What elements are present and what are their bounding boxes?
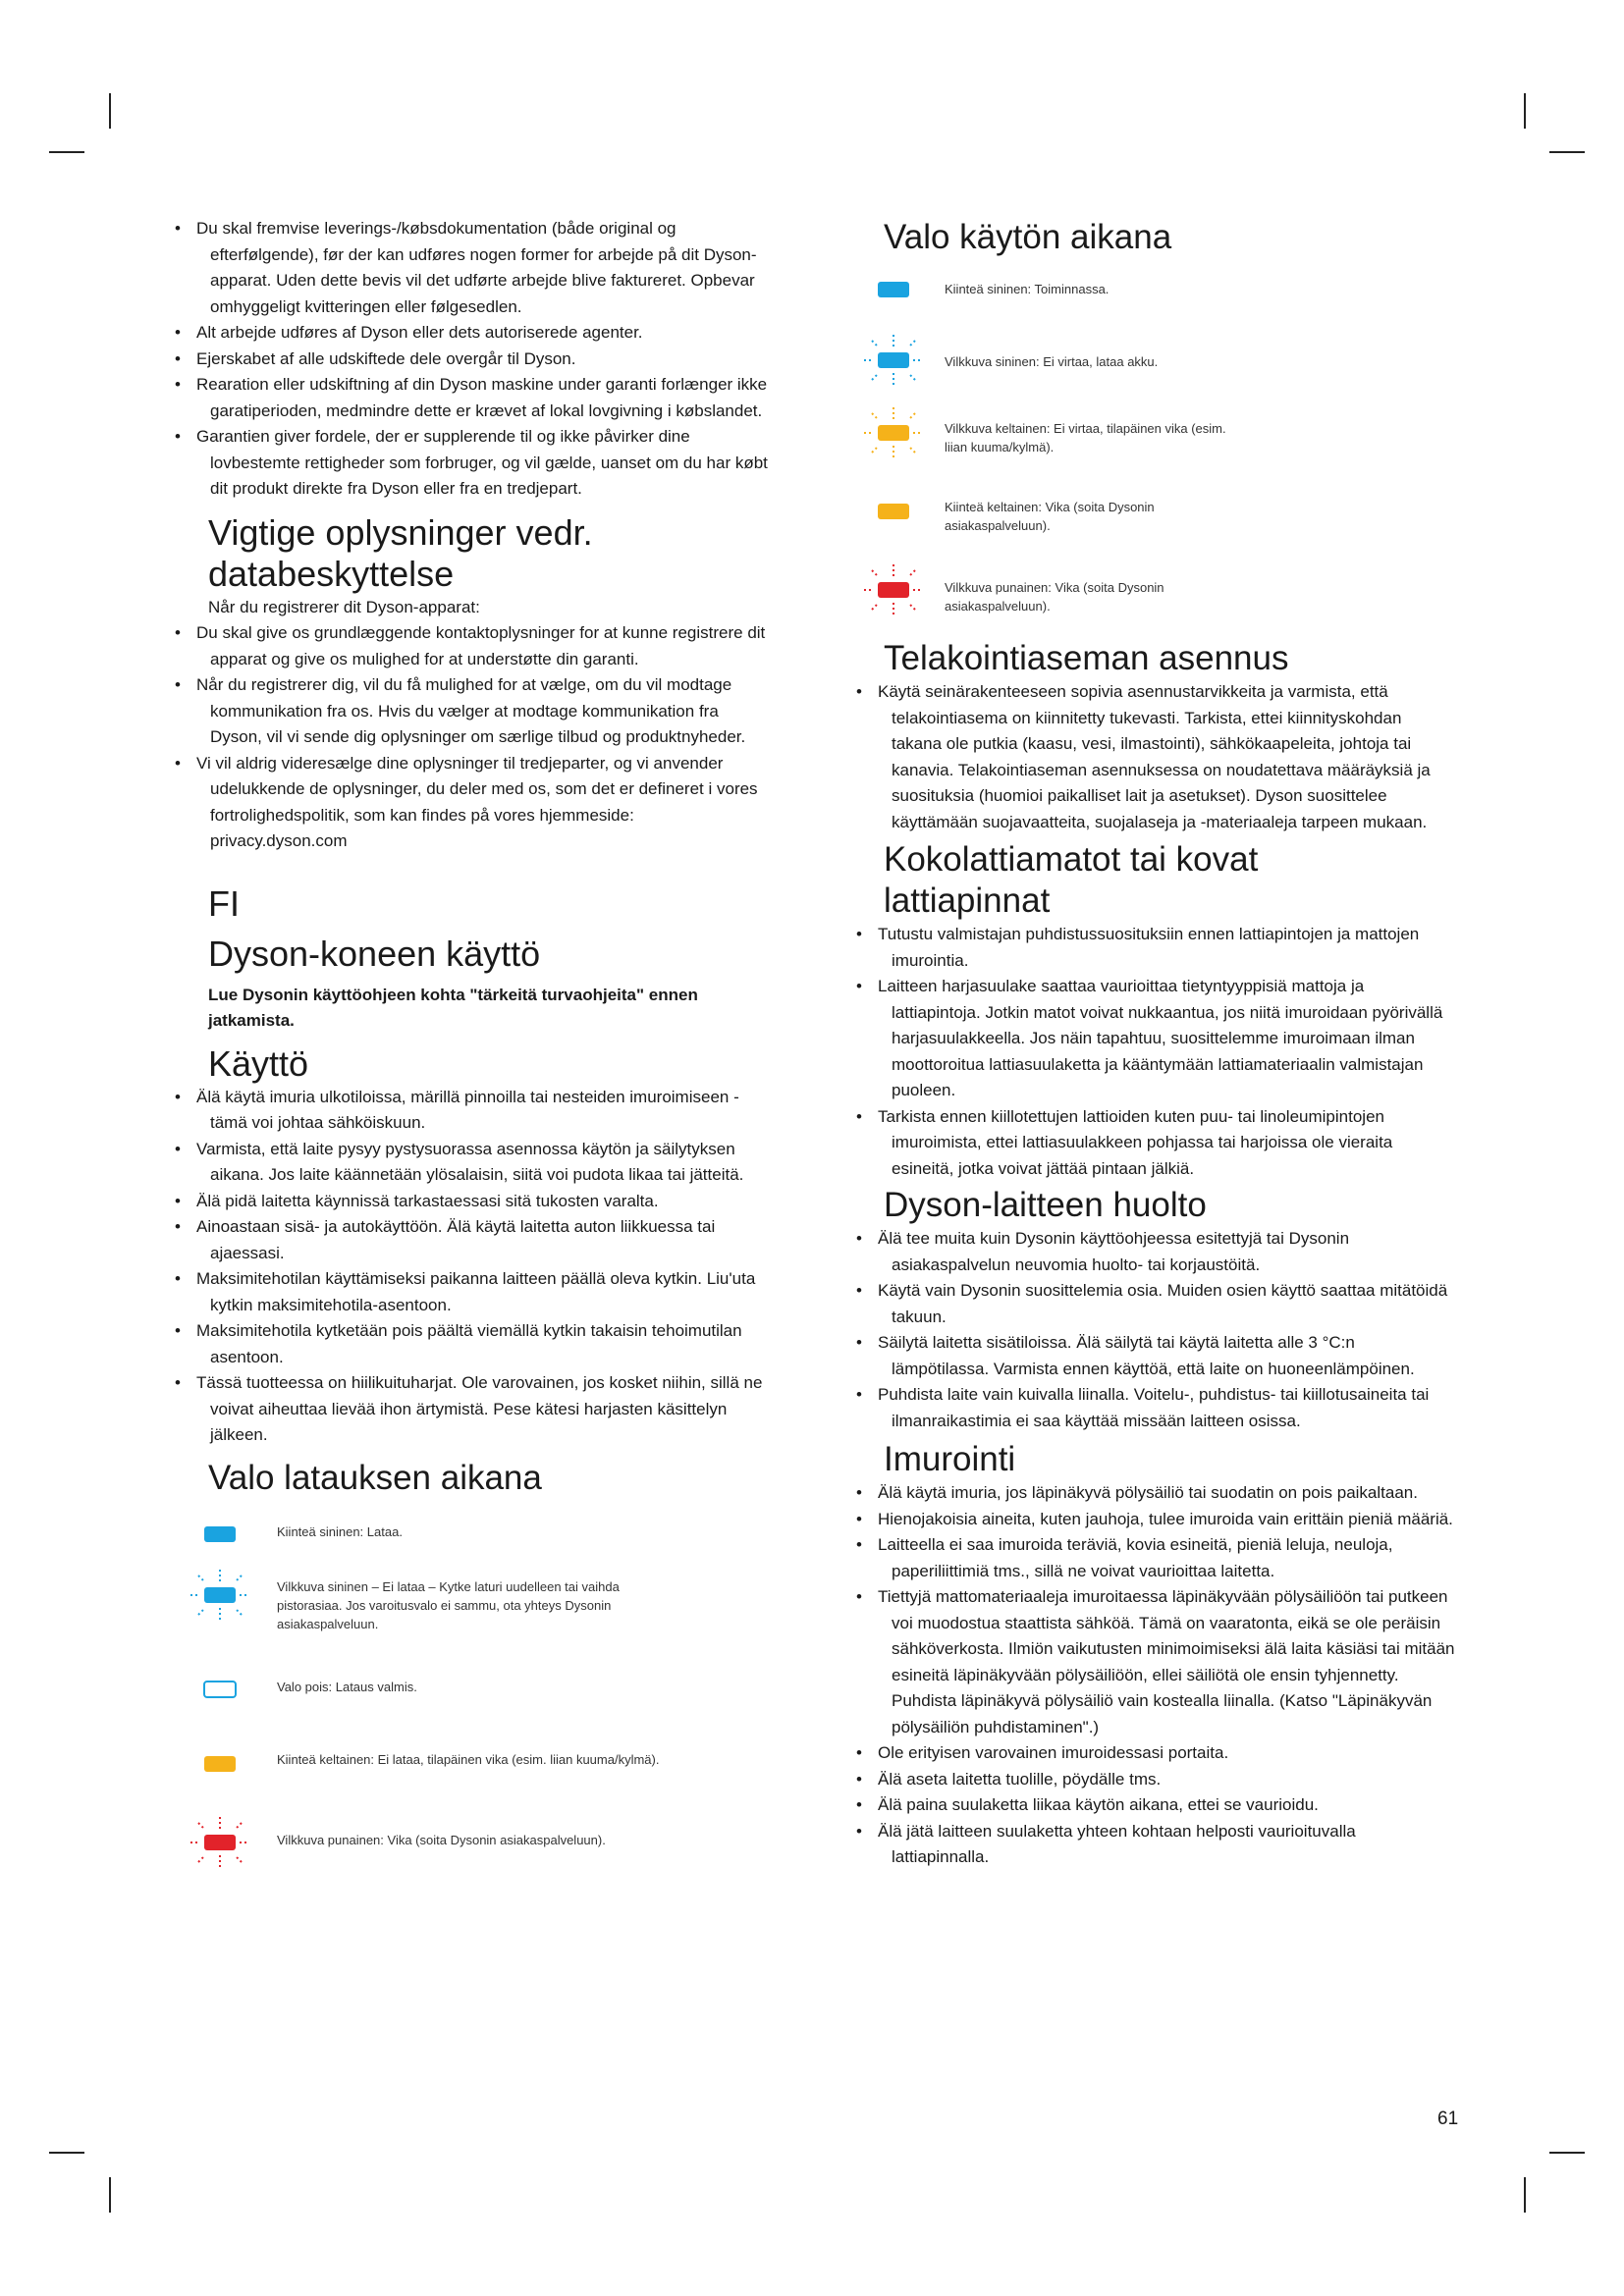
flashing-yellow-light-icon bbox=[862, 405, 925, 460]
solid-yellow-light-icon bbox=[189, 1736, 251, 1791]
light-label: Kiinteä sininen: Toiminnassa. bbox=[945, 282, 1110, 296]
list-item: • Älä tee muita kuin Dysonin käyttöohjeessa esitettyjä tai Dysonin asiakaspalvelun neuvomia huolto- tai korjaustöitä. bbox=[850, 1226, 1455, 1278]
list-item: • Laitteella ei saa imuroida teräviä, kovia esineitä, pieniä leluja, neuloja, paperiliittimiä tms., sillä ne voivat vaurioittaa laitetta. bbox=[850, 1532, 1455, 1584]
vacuuming-list bbox=[850, 1480, 1455, 1871]
list-item: • Laitteen harjasuulake saattaa vaurioittaa tietyntyyppisiä mattoja ja lattiapintoja. Jotkin matot voivat nukkaantua, jos niitä imuroidaan pyörivällä harjasuulakkeella. Jos näin tapahtuu, suosittelemme imuroimaan ilman moottoroitua lattiasuulaketta ja kääntymään lattiamateriaalin valmistajan puoleen. bbox=[850, 974, 1455, 1104]
dock-heading: Telakointiaseman asennus bbox=[884, 639, 1289, 677]
list-item: • Älä aseta laitetta tuolille, pöydälle tms. bbox=[850, 1767, 1455, 1793]
list-item: • Garantien giver fordele, der er supplerende til og ikke påvirker dine lovbestemte rettigheder som forbruger, og vil gælde, uanset om du har købt dit produkt direkte fra Dyson eller fra en tredjepart. bbox=[169, 424, 770, 503]
charging-lights-list bbox=[169, 1509, 770, 1894]
list-item: • Älä paina suulaketta liikaa käytön aikana, ettei se vaurioidu. bbox=[850, 1792, 1455, 1819]
light-label: Vilkkuva sininen – Ei lataa – Kytke laturi uudelleen tai vaihda pistorasiaa. Jos varoitusvalo ei sammu, ota yhteys Dysonin asiakaspalveluun. bbox=[277, 1578, 620, 1631]
usage-heading: Dyson-koneen käyttö bbox=[208, 933, 541, 974]
light-label: Valo pois: Lataus valmis. bbox=[277, 1679, 417, 1694]
care-heading: Dyson-laitteen huolto bbox=[884, 1186, 1207, 1224]
care-list bbox=[850, 1226, 1455, 1434]
left-column bbox=[169, 216, 770, 1894]
list-item: • Tässä tuotteessa on hiilikuituharjat. Ole varovainen, jos kosket niihin, sillä ne voivat aiheuttaa lievää ihon ärtymistä. Pese kätesi harjasten käsittelyn jälkeen. bbox=[169, 1370, 770, 1449]
carpet-heading: Kokolattiamatot tai kovat lattiapinnat bbox=[884, 840, 1259, 920]
solid-blue-light-icon bbox=[189, 1509, 251, 1564]
use-light-heading: Valo käytön aikana bbox=[884, 218, 1172, 256]
list-item: • Maksimitehotila kytketään pois päältä viemällä kytkin takaisin tehoimutilan asentoon. bbox=[169, 1318, 770, 1370]
crop-mark bbox=[1524, 2177, 1526, 2213]
language-code: FI bbox=[208, 882, 240, 924]
charging-light-heading: Valo latauksen aikana bbox=[208, 1458, 542, 1497]
solid-blue-light-icon bbox=[862, 268, 925, 323]
flashing-red-light-icon bbox=[189, 1815, 251, 1870]
list-item: • Puhdista laite vain kuivalla liinalla. Voitelu-, puhdistus- tai kiillotusaineita tai ilmanraikastimia ei saa käyttää missään laitteen osissa. bbox=[850, 1382, 1455, 1434]
light-label: Kiinteä sininen: Lataa. bbox=[277, 1523, 403, 1539]
light-row bbox=[169, 1736, 770, 1815]
light-row bbox=[850, 484, 1455, 562]
warranty-list bbox=[169, 216, 770, 503]
crop-mark bbox=[1549, 2152, 1585, 2154]
light-row bbox=[850, 562, 1455, 635]
list-item: • Käytä vain Dysonin suosittelemia osia. Muiden osien käyttö saattaa mitätöidä takuun. bbox=[850, 1278, 1455, 1330]
list-item: • Du skal give os grundlæggende kontaktoplysninger for at kunne registrere dit apparat og give os mulighed for at understøtte din garanti. bbox=[169, 620, 770, 672]
light-row bbox=[169, 1662, 770, 1736]
light-row bbox=[850, 268, 1455, 333]
light-row bbox=[169, 1509, 770, 1568]
crop-mark bbox=[49, 151, 84, 153]
use-lights-list bbox=[850, 268, 1455, 635]
light-label: Vilkkuva punainen: Vika (soita Dysonin asiakaspalveluun). bbox=[945, 580, 1164, 614]
list-item: • Alt arbejde udføres af Dyson eller dets autoriserede agenter. bbox=[169, 320, 770, 347]
light-off-icon bbox=[189, 1662, 251, 1717]
list-item: • Älä käytä imuria, jos läpinäkyvä pölysäiliö tai suodatin on pois paikaltaan. bbox=[850, 1480, 1455, 1507]
list-item: • Älä käytä imuria ulkotiloissa, märillä pinnoilla tai nesteiden imuroimiseen - tämä voi johtaa sähköiskuun. bbox=[169, 1085, 770, 1137]
data-protection-list bbox=[169, 620, 770, 855]
flashing-blue-light-icon bbox=[862, 333, 925, 388]
list-item: • Käytä seinärakenteeseen sopivia asennustarvikkeita ja varmista, että telakointiasema on kiinnitetty tukevasti. Tarkista, ettei kiinnityskohdan takana ole putkia (kaasu, vesi, ilmastointi), sähkökaapeleita, johtoja tai kanavia. Telakointiaseman asennuksessa on noudatettava määräyksiä ja suosituksia (huomioi paikalliset lait ja asetukset). Dyson suosittelee käyttämään suojavaatteita, suojalaseja ja -materiaaleja tarpeen mukaan. bbox=[850, 679, 1455, 835]
light-row bbox=[169, 1568, 770, 1662]
flashing-red-light-icon bbox=[862, 562, 925, 617]
data-protection-heading: Vigtige oplysninger vedr. databeskyttelse bbox=[208, 511, 593, 594]
right-column bbox=[850, 216, 1455, 1871]
list-item: • Älä jätä laitteen suulaketta yhteen kohtaan helposti vaurioituvalla lattiapinnalla. bbox=[850, 1819, 1455, 1871]
light-label: Kiinteä keltainen: Ei lataa, tilapäinen vika (esim. liian kuuma/kylmä). bbox=[277, 1751, 660, 1767]
flashing-blue-light-icon bbox=[189, 1568, 251, 1623]
crop-mark bbox=[1549, 151, 1585, 153]
list-item: • Vi vil aldrig videresælge dine oplysninger til tredjeparter, og vi anvender udelukkende de oplysninger, du deler med os, som det er defineret i vores fortrolighedspolitik, som kan findes på vores hjemmeside: privacy.dyson.com bbox=[169, 751, 770, 855]
solid-yellow-light-icon bbox=[862, 484, 925, 539]
list-item: • Tarkista ennen kiillotettujen lattioiden kuten puu- tai linoleumipintojen imuroimista, ettei lattiasuulakkeen pohjassa tai harjoissa ole vieraita esineitä, jotka voivat jättää pintaan jälkiä. bbox=[850, 1104, 1455, 1183]
data-protection-intro: Når du registrerer dit Dyson-apparat: bbox=[208, 597, 480, 616]
page-number: 61 bbox=[1437, 2109, 1459, 2129]
dock-list bbox=[850, 679, 1455, 835]
light-label: Vilkkuva sininen: Ei virtaa, lataa akku. bbox=[945, 354, 1159, 369]
kaytto-list bbox=[169, 1085, 770, 1449]
crop-mark bbox=[109, 2177, 111, 2213]
light-row bbox=[850, 405, 1455, 484]
light-label: Vilkkuva keltainen: Ei virtaa, tilapäinen vika (esim. liian kuuma/kylmä). bbox=[945, 421, 1226, 454]
list-item: • Tiettyjä mattomateriaaleja imuroitaessa läpinäkyvään pölysäiliöön tai putkeen voi muodostua staattista sähköä. Tämä on vaaratonta, eikä se ole peräisin sähköverkosta. Ilmiön vaikutusten minimoimiseksi älä laita käsiäsi tai mitään esineitä läpinäkyvään pölysäiliöön, ellei säiliötä ole ensin tyhjennetty. Puhdista läpinäkyvä pölysäiliö vain kostealla liinalla. (Katso "Läpinäkyvän pölysäiliön puhdistaminen".) bbox=[850, 1584, 1455, 1740]
light-row bbox=[850, 333, 1455, 405]
list-item: • Hienojakoisia aineita, kuten jauhoja, tulee imuroida vain erittäin pieniä määriä. bbox=[850, 1507, 1455, 1533]
list-item: • Rearation eller udskiftning af din Dyson maskine under garanti forlænger ikke garatiperioden, medmindre dette er krævet af lokal lovgivning i købslandet. bbox=[169, 372, 770, 424]
carpet-list bbox=[850, 922, 1455, 1182]
list-item: • Ainoastaan sisä- ja autokäyttöön. Älä käytä laitetta auton liikkuessa tai ajaessasi. bbox=[169, 1214, 770, 1266]
list-item: • Når du registrerer dig, vil du få mulighed for at vælge, om du vil modtage kommunikation fra os. Hvis du vælger at modtage kommunikation fra Dyson, vil vi sende dig oplysninger om særlige tilbud og produktnyheder. bbox=[169, 672, 770, 751]
list-item: • Tutustu valmistajan puhdistussuosituksiin ennen lattiapintojen ja mattojen imurointia. bbox=[850, 922, 1455, 974]
list-item: • Ejerskabet af alle udskiftede dele overgår til Dyson. bbox=[169, 347, 770, 373]
list-item: • Maksimitehotilan käyttämiseksi paikanna laitteen päällä oleva kytkin. Liu'uta kytkin maksimitehotila-asentoon. bbox=[169, 1266, 770, 1318]
crop-mark bbox=[1524, 93, 1526, 129]
vacuuming-heading: Imurointi bbox=[884, 1440, 1016, 1478]
list-item: • Varmista, että laite pysyy pystysuorassa asennossa käytön ja säilytyksen aikana. Jos laite käännetään ylösalaisin, siitä voi pudota likaa tai jätteitä. bbox=[169, 1137, 770, 1189]
list-item: • Ole erityisen varovainen imuroidessasi portaita. bbox=[850, 1740, 1455, 1767]
light-label: Kiinteä keltainen: Vika (soita Dysonin asiakaspalveluun). bbox=[945, 500, 1155, 533]
light-row bbox=[169, 1815, 770, 1894]
list-item: • Säilytä laitetta sisätiloissa. Älä säilytä tai käytä laitetta alle 3 °C:n lämpötilassa. Varmista ennen käyttöä, että laite on huoneenlämpöinen. bbox=[850, 1330, 1455, 1382]
list-item: • Älä pidä laitetta käynnissä tarkastaessasi sitä tukosten varalta. bbox=[169, 1189, 770, 1215]
usage-intro: Lue Dysonin käyttöohjeen kohta "tärkeitä turvaohjeita" ennen jatkamista. bbox=[208, 985, 698, 1030]
light-label: Vilkkuva punainen: Vika (soita Dysonin asiakaspalveluun). bbox=[277, 1832, 606, 1847]
crop-mark bbox=[49, 2152, 84, 2154]
list-item: • Du skal fremvise leverings-/købsdokumentation (både original og efterfølgende), før der kan udføres nogen former for arbejde på dit Dyson-apparat. Uden dette bevis vil det udførte arbejde blive faktureret. Opbevar omhyggeligt kvitteringen eller følgesedlen. bbox=[169, 216, 770, 320]
kaytto-heading: Käyttö bbox=[208, 1042, 309, 1084]
crop-mark bbox=[109, 93, 111, 129]
